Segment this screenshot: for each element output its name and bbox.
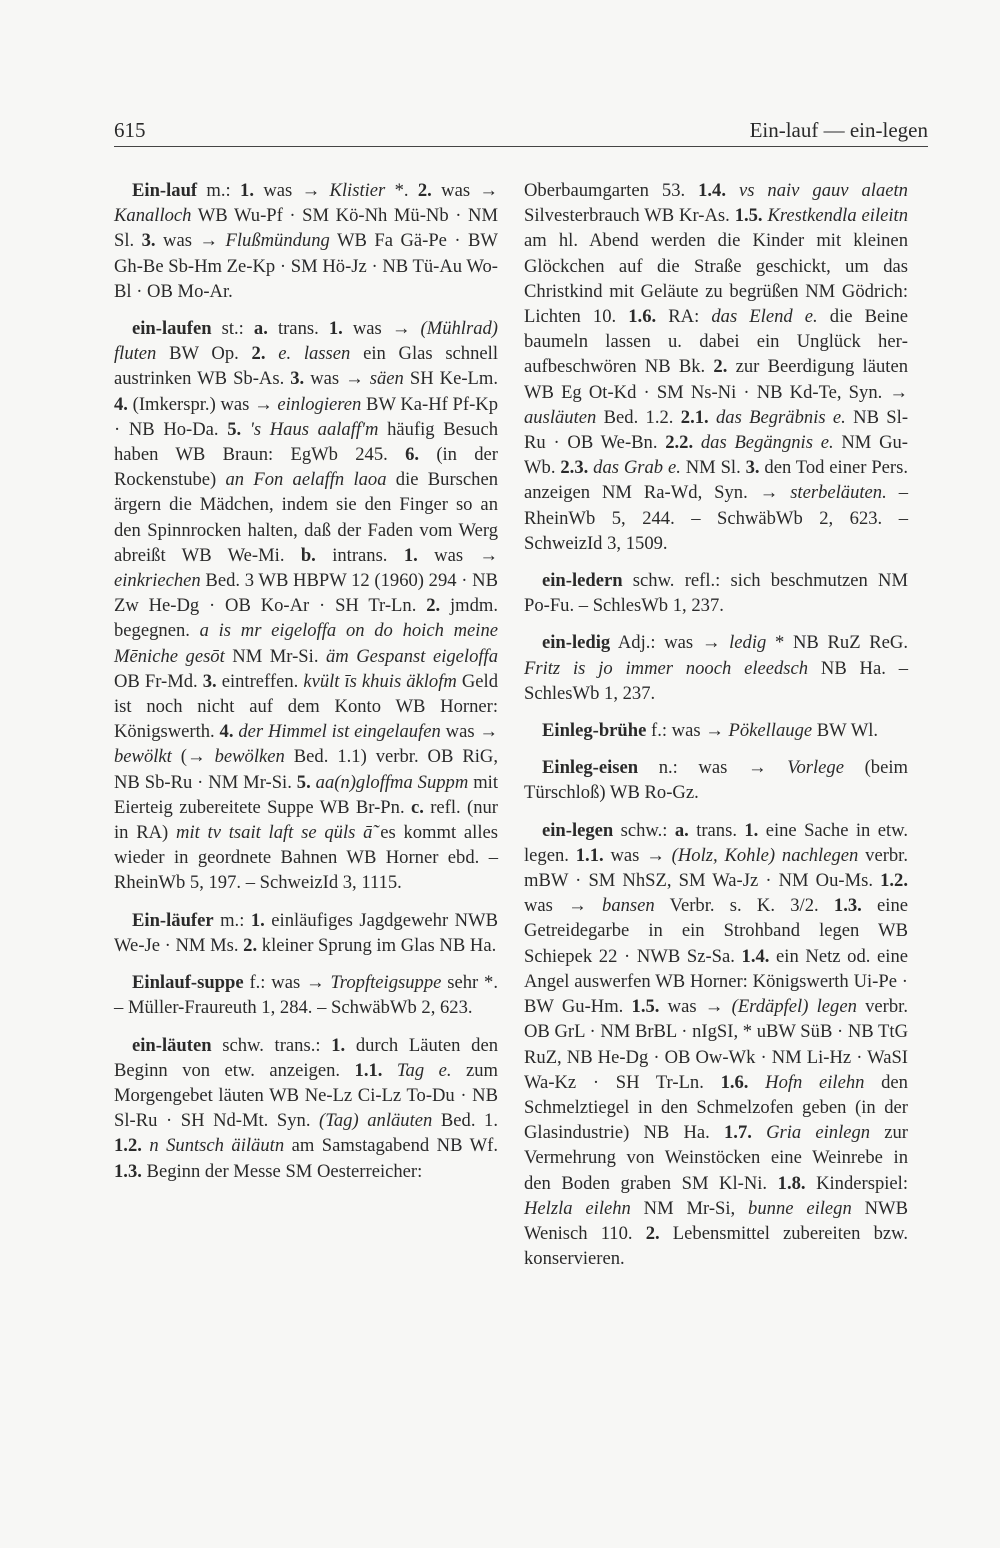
entry-text: Bed. 1. xyxy=(432,1110,498,1132)
dialect-form: ausläuten xyxy=(524,406,597,428)
dialect-form: das Begräbnis e. xyxy=(716,406,846,428)
entry-lemma: Ein-lauf xyxy=(132,180,198,201)
sense-number: 1. xyxy=(328,318,343,340)
entry-text: was → xyxy=(342,318,421,340)
dialect-form: ledig xyxy=(729,632,767,654)
entry-text: Oberbaumgarten 53. xyxy=(524,180,699,201)
entry-text: OB Fr-Md. xyxy=(114,670,203,692)
sense-number: 3. xyxy=(202,670,217,692)
entry-text: was → xyxy=(417,544,499,566)
dialect-form: Krestkendla eileitn xyxy=(767,205,908,227)
entry-text xyxy=(752,1122,766,1143)
dictionary-entry xyxy=(524,718,908,743)
dialect-form: Fritz is jo immer nooch eleedsch xyxy=(524,657,809,679)
entry-text: häufig Besuch haben WB Braun: EgWb 245. xyxy=(114,418,498,466)
entry-text: Adj.: was → xyxy=(610,632,730,654)
entry-text: kleiner Sprung im Glas NB Ha. xyxy=(257,934,497,956)
dialect-form: Gria einlegn xyxy=(766,1122,871,1144)
entry-text: Bed. 3 WB HBPW 12 (1960) 294 · NB Zw He-Dg · OB Ko-Ar · SH Tr-Ln. xyxy=(114,570,498,617)
entry-text: BW Wl. xyxy=(812,720,879,742)
entry-text: SH Ke-Lm. xyxy=(403,368,498,390)
entry-text xyxy=(709,407,716,428)
entry-text: RA: xyxy=(656,306,712,328)
dialect-form: einkriechen xyxy=(114,570,201,592)
sense-number: 1.6. xyxy=(720,1071,749,1093)
entry-text: (Imkerspr.) was → xyxy=(127,393,278,415)
dialect-form: (Erdäpfel) legen xyxy=(731,996,857,1018)
sense-number: 1.3. xyxy=(114,1160,142,1182)
entry-text: was → xyxy=(659,996,732,1018)
sense-number: 1.8. xyxy=(777,1172,806,1194)
entry-text: Lebensmittel zubereiten bzw. konservieren. xyxy=(524,1222,908,1270)
entry-text xyxy=(693,432,701,453)
dialect-form: (Holz, Kohle) nachlegen xyxy=(671,844,859,866)
entry-text: jmdm. begegnen. xyxy=(114,595,499,642)
dialect-form: einlogieren xyxy=(277,393,362,415)
sense-number: a. xyxy=(674,819,689,841)
running-header xyxy=(114,118,928,148)
dictionary-entry xyxy=(114,1033,498,1184)
dialect-form: (Mühlrad) fluten xyxy=(114,318,498,365)
entry-text xyxy=(265,343,278,364)
dialect-form: das Grab e. xyxy=(593,457,681,479)
dialect-form: n Suntsch äiläutn xyxy=(149,1135,285,1157)
sense-number: 2. xyxy=(645,1222,660,1244)
sense-number: 1.2. xyxy=(880,870,908,892)
entry-text: am hl. Abend werden die Kinder mit kleinen Glöckchen auf die Straße geschickt, um das Christkind mit Geläute zu begrüßen NM Gödrich: Lichten 10. xyxy=(524,230,908,328)
entry-lemma: Einlauf-suppe xyxy=(132,972,244,994)
dialect-form: äm Gespanst eigeloffa xyxy=(325,645,499,667)
sense-number: 2. xyxy=(251,343,266,365)
entry-text: NM Sl. xyxy=(680,457,746,479)
entry-text: WB Wu-Pf · SM Kö-Nh Mü-Nb · NM Sl. xyxy=(114,205,498,252)
dictionary-entry xyxy=(114,908,498,958)
entry-text: f.: was → xyxy=(646,720,729,742)
entry-text: trans. xyxy=(267,318,329,340)
dialect-form: Klistier xyxy=(329,180,386,201)
entry-text: den Schmelztiegel in den Schmelzofen geben (in der Glasindustrie) NB Ha. xyxy=(524,1071,908,1144)
entry-text: BW Op. xyxy=(156,343,252,365)
entry-text: sehr *. – Müller-Fraureuth 1, 284. – SchwäbWb 2, 623. xyxy=(114,972,498,1019)
entry-text: was → xyxy=(524,895,603,917)
dialect-form: sterbeläuten. xyxy=(790,482,887,504)
dialect-form: bewölken xyxy=(214,746,285,768)
dictionary-entry xyxy=(524,630,908,706)
entry-text: *. xyxy=(385,180,418,201)
sense-number: 1.6. xyxy=(628,306,657,328)
dialect-form: Tropfteigsuppe xyxy=(330,972,442,994)
dialect-form: Kanalloch xyxy=(114,205,192,227)
sense-number: 1.5. xyxy=(734,205,763,227)
sense-number: 1.3. xyxy=(833,895,862,917)
dictionary-entry xyxy=(524,818,908,1272)
dialect-form: bunne eilegn xyxy=(748,1197,852,1219)
dialect-form: vs naiv gauv alaetn xyxy=(738,180,908,201)
entry-text: was → xyxy=(603,844,672,866)
entry-text: was → xyxy=(304,368,370,390)
entry-text: am Samstagabend NB Wf. xyxy=(284,1135,498,1157)
entry-lemma: ein-laufen xyxy=(132,318,212,340)
entry-text xyxy=(241,419,250,440)
sense-number: 4. xyxy=(114,393,128,415)
sense-number: 3. xyxy=(745,457,760,479)
sense-number: 1.4. xyxy=(741,945,770,967)
entry-text: Bed. 1.1) verbr. OB RiG, NB Sb-Ru · NM Mr-Si. xyxy=(114,746,498,793)
sense-number: c. xyxy=(410,796,424,818)
entry-text: zum Morgengebet läuten WB Ne-Lz Ci-Lz To-Du · NB Sl-Ru · SH Nd-Mt. Syn. xyxy=(114,1059,498,1132)
entry-lemma: Einleg-eisen xyxy=(542,757,639,779)
sense-number: 2. xyxy=(417,180,432,201)
entry-lemma: Einleg-brühe xyxy=(542,720,647,742)
entry-text: NM Mr-Si. xyxy=(224,645,326,667)
running-title: Ein-lauf — ein-legen xyxy=(749,118,928,142)
dialect-form: Tag e. xyxy=(396,1059,452,1081)
entry-text: Kinderspiel: xyxy=(805,1172,908,1194)
dialect-form: aa(n)gloffma Suppm xyxy=(315,771,469,793)
entry-text: NB Ha. – SchlesWb 1, 237. xyxy=(524,657,908,704)
entry-text: durch Läuten den Beginn von etw. anzeigen. xyxy=(114,1034,498,1081)
dialect-form: Hofn eilehn xyxy=(765,1071,865,1093)
dialect-form: mit tv tsait laft se qüls ā̃ xyxy=(176,822,373,844)
dialect-form: bansen xyxy=(602,895,655,917)
entry-text: (beim Türschloß) WB Ro-Gz. xyxy=(524,757,908,804)
entry-text: schw. refl.: sich beschmutzen NM Po-Fu. – SchlesWb 1, 237. xyxy=(524,570,908,617)
sense-number: 2. xyxy=(243,934,258,956)
entry-text: refl. (nur in RA) xyxy=(114,796,498,844)
sense-number: 2.1. xyxy=(680,406,709,428)
sense-number: 3. xyxy=(141,230,156,252)
sense-number: 1.4. xyxy=(698,180,726,201)
dialect-form: säen xyxy=(369,368,404,390)
entry-text: st.: xyxy=(211,318,254,340)
entry-text: (in der Rockenstube) xyxy=(114,444,498,491)
dictionary-entry xyxy=(524,568,908,618)
entry-text: zur Beerdigung läuten WB Eg Ot-Kd · SM Ns-Ni · NB Kd-Te, Syn. → xyxy=(524,356,908,403)
entry-text: schw.: xyxy=(613,819,675,841)
entry-text: Beginn der Messe SM Oesterreicher: xyxy=(141,1160,423,1182)
header-rule xyxy=(114,146,928,147)
sense-number: 3. xyxy=(290,368,305,390)
entry-text: einläufiges Jagdgewehr NWB We-Je · NM Ms. xyxy=(114,909,499,956)
dialect-form: Helzla eilehn xyxy=(524,1197,631,1219)
entry-text: eine Sache in etw. legen. xyxy=(524,819,908,866)
entry-text: verbr. OB GrL · NM BrBL · nIgSI, * uBW SüB · NB TtG RuZ, NB He-Dg · OB Ow-Wk · NM Li-Hz · WaSI Wa-Kz · SH Tr-Ln. xyxy=(524,996,908,1093)
dialect-form: Pökellauge xyxy=(728,720,813,742)
sense-number: 1. xyxy=(240,180,254,201)
entry-lemma: ein-ledig xyxy=(542,632,611,654)
dialect-form: Vorlege xyxy=(787,757,844,779)
entry-lemma: ein-legen xyxy=(542,819,614,841)
entry-text: Silvesterbrauch WB Kr-As. xyxy=(524,205,735,227)
entry-text: eintreffen. xyxy=(216,670,304,692)
entry-text: – RheinWb 5, 244. – SchwäbWb 2, 623. – SchweizId 3, 1509. xyxy=(524,482,908,554)
sense-number: 1.1. xyxy=(354,1059,383,1081)
dialect-form: der Himmel ist eingelaufen xyxy=(238,721,441,743)
entry-text: f.: was → xyxy=(243,972,331,994)
sense-number: 2. xyxy=(426,595,441,617)
entry-text: Bed. 1.2. xyxy=(596,406,681,428)
entry-text: was → xyxy=(155,230,226,252)
dictionary-entry xyxy=(114,178,498,304)
entry-text: (→ xyxy=(171,746,215,768)
dictionary-entry xyxy=(524,178,908,556)
sense-number: 4. xyxy=(219,721,234,743)
dictionary-entry xyxy=(114,316,498,896)
sense-number: 5. xyxy=(227,418,242,440)
entry-text: NB Sl-Ru · OB We-Bn. xyxy=(524,406,909,454)
entry-text: was → xyxy=(254,180,330,201)
page-number: 615 xyxy=(114,118,146,142)
sense-number: 1. xyxy=(744,819,759,841)
entry-text: die Beine baumeln lassen u. dabei ein Unglück heraufbeschwören NB Bk. xyxy=(524,306,908,378)
entry-lemma: ein-läuten xyxy=(132,1034,212,1056)
entry-text: m.: xyxy=(197,180,241,201)
entry-text: trans. xyxy=(688,819,745,841)
entry-text: was → xyxy=(431,180,498,201)
dictionary-entry xyxy=(114,970,498,1020)
right-column xyxy=(524,178,908,1283)
entry-text: intrans. xyxy=(315,544,404,566)
entry-lemma: ein-ledern xyxy=(542,570,623,592)
dialect-form: 's Haus aalaff'm xyxy=(249,418,379,440)
sense-number: 2.3. xyxy=(560,457,589,479)
entry-lemma: Ein-läufer xyxy=(132,909,214,931)
entry-text xyxy=(726,180,739,201)
entry-text: WB Fa Gä-Pe · BW Gh-Be Sb-Hm Ze-Kp · SM Hö-Jz · NB Tü-Au Wo-Bl · OB Mo-Ar. xyxy=(114,230,498,302)
sense-number: 2. xyxy=(713,356,728,378)
dialect-form: (Tag) anläuten xyxy=(319,1110,433,1132)
dictionary-entry xyxy=(524,755,908,805)
sense-number: 1. xyxy=(250,909,265,931)
sense-number: 1.2. xyxy=(114,1135,142,1157)
entry-text: NM Mr-Si, xyxy=(630,1197,749,1219)
entry-text: eine Getreidegarbe in ein Strohband legen WB Schiepek 22 · NWB Sz-Sa. xyxy=(524,895,908,967)
dialect-form: an Fon aelaffn laoa xyxy=(225,469,387,491)
sense-number: 2.2. xyxy=(665,432,694,454)
dialect-form: das Elend e. xyxy=(711,306,818,328)
entry-text: schw. trans.: xyxy=(211,1034,332,1056)
dialect-form: Flußmündung xyxy=(225,230,330,252)
entry-text: mit Eierteig zubereitete Suppe WB Br-Pn. xyxy=(114,771,498,818)
sense-number: a. xyxy=(253,318,268,340)
entry-text xyxy=(382,1060,396,1081)
dialect-form: kvült īs khuis äklofm xyxy=(303,670,457,692)
entry-text xyxy=(748,1072,765,1093)
dialect-form: e. lassen xyxy=(278,343,351,365)
sense-number: 1.1. xyxy=(575,844,604,866)
entry-text: NM Gu-Wb. xyxy=(524,432,908,479)
entry-text: den Tod einer Pers. anzeigen NM Ra-Wd, Syn. → xyxy=(524,457,909,504)
entry-text: n.: was → xyxy=(638,757,788,779)
entry-text: NWB Wenisch 110. xyxy=(524,1197,909,1244)
sense-number: 1. xyxy=(403,544,418,566)
dialect-form: bewölkt xyxy=(114,746,172,768)
entry-text: verbr. mBW · SM NhSZ, SM Wa-Jz · NM Ou-Ms. xyxy=(524,844,908,892)
entry-text: * NB RuZ ReG. xyxy=(766,632,908,654)
entry-text: ein Glas schnell austrinken WB Sb-As. xyxy=(114,343,498,390)
entry-text: m.: xyxy=(213,909,251,931)
entry-text: Verbr. s. K. 3/2. xyxy=(654,895,834,917)
sense-number: 1.7. xyxy=(724,1122,752,1144)
entry-text: die Burschen ärgern die Mädchen, indem sie den Finger so an den Spinnrocken halten, daß der Faden vom Werg abreißt WB We-Mi. xyxy=(114,469,498,566)
left-column xyxy=(114,178,498,1196)
entry-text: es kommt alles wieder in geordnete Bahnen WB Horner ebd. – RheinWb 5, 197. – SchweizId 3, 1115. xyxy=(114,822,498,894)
entry-text: Geld ist noch nicht auf dem Konto WB Horner: Königswerth. xyxy=(114,670,499,743)
entry-text: was → xyxy=(440,721,498,743)
dialect-form: a is mr eigeloffa on do hoich meine Mēniche gesōt xyxy=(114,620,498,667)
entry-text: BW Ka-Hf Pf-Kp · NB Ho-Da. xyxy=(114,393,498,440)
sense-number: 6. xyxy=(405,444,420,466)
dialect-form: das Begängnis e. xyxy=(700,432,834,454)
entry-text: zur Vermehrung von Weinstöcken eine Weinrebe in den Boden graben SM Kl-Ni. xyxy=(524,1122,908,1194)
entry-text: ein Netz od. eine Angel auswerfen WB Horner: Königswerth Ui-Pe · BW Gu-Hm. xyxy=(524,945,908,1018)
sense-number: 1.5. xyxy=(631,996,660,1018)
sense-number: 5. xyxy=(296,771,311,793)
sense-number: 1. xyxy=(331,1034,346,1056)
sense-number: b. xyxy=(300,544,316,566)
